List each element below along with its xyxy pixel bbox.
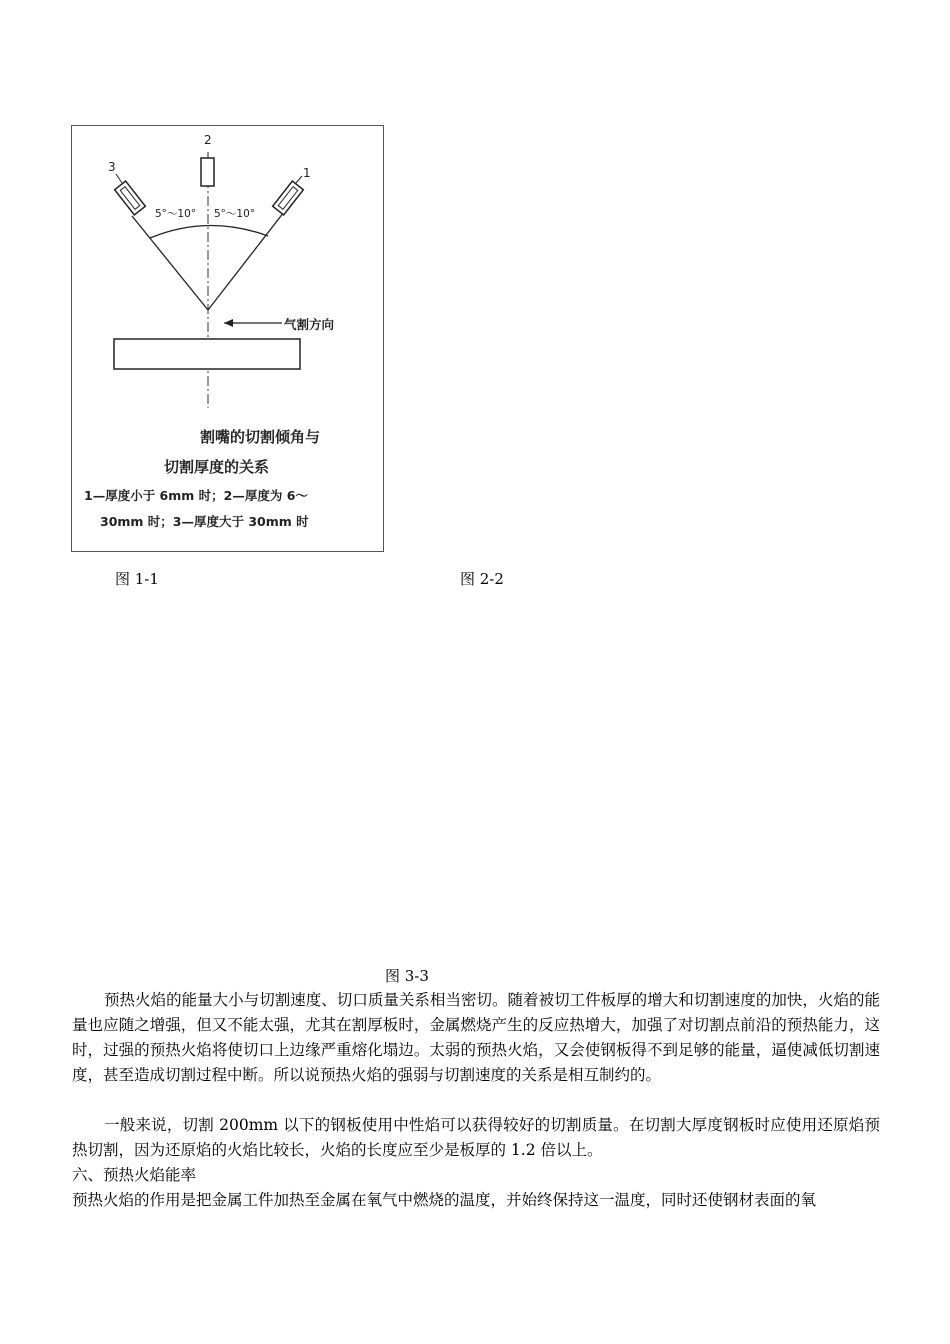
left-torch-line <box>132 216 208 310</box>
figure-title-line-2: 切割厚度的关系 <box>164 458 270 476</box>
paragraph-preheat-flame-energy: 预热火焰的能量大小与切割速度、切口质量关系相当密切。随着被切工件板厚的增大和切割速度的加快，火焰的能量也应随之增强，但又不能太强，尤其在割厚板时，金属燃烧产生的反应热增大，加强了对切割点前沿的预热能力，这时，过强的预热火焰将使切口上边缘严重熔化塌边。太弱的预热火焰，又会使钢板得不到足够的能量，逼使减低切割速度，甚至造成切割过程中断。所以说预热火焰的强弱与切割速度的关系是相互制约的。 <box>72 991 880 1084</box>
nozzle-2-label: 2 <box>204 133 212 147</box>
paragraph-preheat-purpose: 预热火焰的作用是把金属工件加热至金属在氧气中燃烧的温度，并始终保持这一温度，同时还使钢材表面的氧 <box>72 1191 817 1209</box>
figure-1-1-caption: 图 1-1 <box>115 570 159 588</box>
nozzle-3-icon <box>115 181 146 215</box>
nozzle-3-label: 3 <box>108 160 116 174</box>
figure-legend-line-2: 30mm 时；3—厚度大于 30mm 时 <box>100 514 309 529</box>
cutting-direction-label: 气割方向 <box>284 317 335 332</box>
direction-arrow-head-icon <box>224 319 233 327</box>
figure-1-cutting-angle-diagram <box>71 125 384 552</box>
figure-legend-line-1: 1—厚度小于 6mm 时；2—厚度为 6～ <box>84 488 308 503</box>
nozzle-1-label: 1 <box>303 166 311 180</box>
nozzle-2-icon <box>201 158 214 186</box>
paragraph-flame-type: 一般来说，切割 200mm 以下的钢板使用中性焰可以获得较好的切割质量。在切割大厚度钢板时应使用还原焰预热切割，因为还原焰的火焰比较长，火焰的长度应至少是板厚的 1.2 倍以上。 <box>72 1116 880 1159</box>
section-heading: 六、预热火焰能率 <box>72 1166 197 1184</box>
angle-right-label: 5°～10° <box>214 208 256 220</box>
angle-left-label: 5°～10° <box>155 208 197 220</box>
angle-arc <box>150 225 268 238</box>
nozzle-1-icon <box>273 181 304 215</box>
right-torch-line <box>208 212 284 310</box>
workpiece-plate <box>114 339 300 369</box>
figure-title-line-1: 割嘴的切割倾角与 <box>200 428 321 446</box>
figure-3-3-caption: 图 3-3 <box>385 967 429 985</box>
nozzle-1-leader <box>296 176 302 183</box>
nozzle-3-leader <box>116 174 122 183</box>
figure-2-2-caption: 图 2-2 <box>460 570 504 588</box>
